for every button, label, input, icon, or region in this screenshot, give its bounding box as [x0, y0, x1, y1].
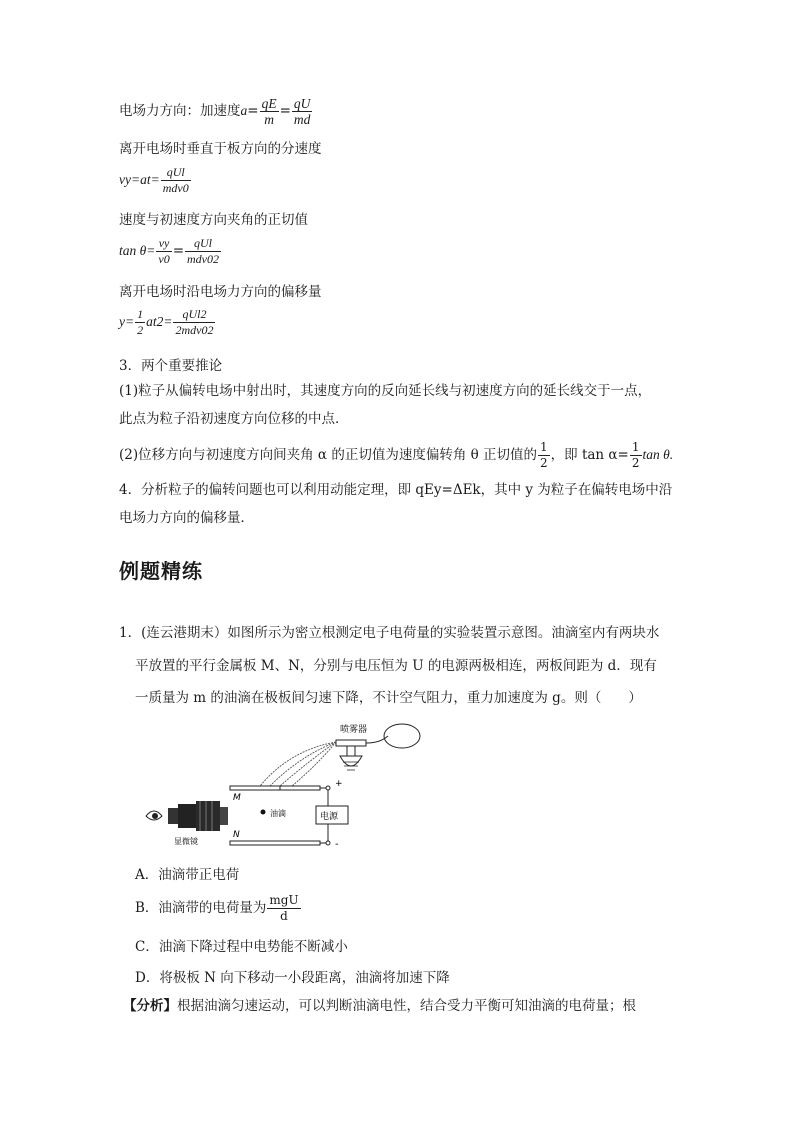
- droplet-label: 油滴: [270, 809, 286, 818]
- power-supply-label: 电源: [320, 812, 339, 822]
- option-b: [135, 893, 302, 924]
- inference-1-line-1: (1)粒子从偏转电场中射出时，其速度方向的反向延长线与初速度方向的延长线交于一点，: [119, 383, 652, 399]
- plate-m-left: [230, 786, 280, 790]
- plus-sign: +: [335, 779, 343, 789]
- y-mid: at2=: [146, 314, 173, 329]
- y-fraction-2: $\frac{\text{qUl2}}{\text{2mdv02}}$: [175, 307, 214, 337]
- vy-fraction: $\frac{\text{qUl}}{\text{mdv0}}$: [162, 165, 189, 195]
- microscope-objective: [220, 807, 228, 825]
- analysis-line: [123, 997, 636, 1015]
- y-fraction-1: $\frac{1}{2}$: [137, 307, 144, 337]
- problem-line-1: 1．(连云港期末）如图所示为密立根测定电子电荷量的实验装置示意图。油滴室内有两块水: [119, 625, 660, 641]
- accel-fraction-2: $\frac{qU}{md}$: [293, 96, 311, 127]
- plate-m-right: [280, 786, 320, 790]
- millikan-apparatus-diagram: [140, 720, 425, 850]
- option-c: C．油滴下降过程中电势能不断减小: [135, 939, 348, 955]
- option-b-fraction: $\frac{\text{mgU}}{d}$: [269, 893, 299, 923]
- wire-bottom: [320, 824, 328, 843]
- plate-n: [230, 841, 320, 845]
- section-heading: 例题精练: [119, 559, 203, 583]
- sprayer-bulb: [384, 724, 420, 748]
- analysis-tag: 【分析】: [123, 998, 177, 1014]
- option-a: A．油滴带正电荷: [135, 867, 240, 883]
- vy-lhs: vy=at=: [119, 172, 160, 187]
- inferences-title: 3．两个重要推论: [119, 358, 223, 374]
- oil-droplet: [261, 810, 266, 815]
- plate-m-label: M: [233, 793, 241, 803]
- inference-2-end: tan θ.: [642, 447, 674, 462]
- inference-2-fraction-2: $\frac{1}{2}$: [631, 440, 640, 470]
- tan-formula-line: tan θ= $\frac{vy}{v0}$ = $\frac{\text{qUl}}{\text{mdv02}}$: [119, 236, 220, 266]
- inference-2-mid: ，即 tan α=: [550, 447, 629, 463]
- accel-fraction-1: $\frac{qE}{m}$: [261, 96, 277, 127]
- spray-arc: [260, 742, 336, 786]
- wire-top: [320, 788, 328, 806]
- inference-4-line-2: 电场力方向的偏移量．: [119, 510, 254, 526]
- accel-label: 电场力方向：加速度: [119, 103, 241, 119]
- sprayer-neck: [347, 746, 355, 756]
- sprayer-label: 喷雾器: [340, 725, 368, 735]
- y-formula-line: [119, 307, 216, 338]
- problem-line-3: 一质量为 m 的油滴在极板间匀速下降，不计空气阻力，重力加速度为 g。则（ ）: [135, 690, 642, 706]
- inference-2-line: [119, 440, 673, 471]
- eye-pupil: [152, 813, 158, 819]
- microscope-body: [178, 804, 196, 828]
- tan-fraction-2: $\frac{\text{qUl}}{\text{mdv02}}$: [187, 236, 220, 266]
- accel-symbol: a: [240, 103, 248, 118]
- velocity-label: 离开电场时垂直于板方向的分速度: [119, 141, 322, 157]
- sprayer-head: [336, 740, 366, 746]
- plate-n-label: N: [233, 830, 240, 840]
- spray-arc: [280, 742, 336, 786]
- terminal-plus: [326, 786, 330, 790]
- minus-sign: -: [335, 839, 339, 850]
- inference-2-fraction: $\frac{1}{2}$: [540, 440, 548, 470]
- analysis-text: 根据油滴匀速运动，可以判断油滴电性，结合受力平衡可知油滴的电荷量；根: [177, 998, 636, 1014]
- displacement-label: 离开电场时沿电场力方向的偏移量: [119, 284, 322, 300]
- microscope-eyepiece: [168, 808, 178, 824]
- vy-formula-line: [119, 165, 192, 196]
- spray-arc: [292, 742, 336, 786]
- inference-1-line-2: 此点为粒子沿初速度方向位移的中点．: [119, 411, 349, 427]
- tan-lhs: tan θ=: [119, 243, 156, 258]
- accel-formula-line: 电场力方向：加速度a= $\frac{qE}{m}$ = $\frac{qU}{md}$: [119, 96, 311, 127]
- option-b-text: B．油滴带的电荷量为: [135, 900, 267, 916]
- inference-2-text: (2)位移方向与初速度方向间夹角 α 的正切值为速度偏转角 θ 正切值的: [119, 447, 538, 463]
- inference-4-line-1: 4．分析粒子的偏转问题也可以利用动能定理，即 qEy=ΔEk，其中 y 为粒子在偏转电场中沿: [119, 482, 673, 498]
- y-lhs: y=: [119, 314, 135, 329]
- microscope-label: 显微镜: [174, 837, 198, 846]
- tan-label: 速度与初速度方向夹角的正切值: [119, 212, 308, 228]
- tan-fraction-1: $\frac{vy}{v0}$: [158, 236, 170, 266]
- option-d: D．将极板 N 向下移动一小段距离，油滴将加速下降: [135, 970, 450, 986]
- terminal-minus: [326, 841, 330, 845]
- sprayer-bottle: [340, 756, 362, 766]
- problem-line-2: 平放置的平行金属板 M、N，分别与电压恒为 U 的电源两极相连，两板间距为 d．现有: [135, 658, 657, 674]
